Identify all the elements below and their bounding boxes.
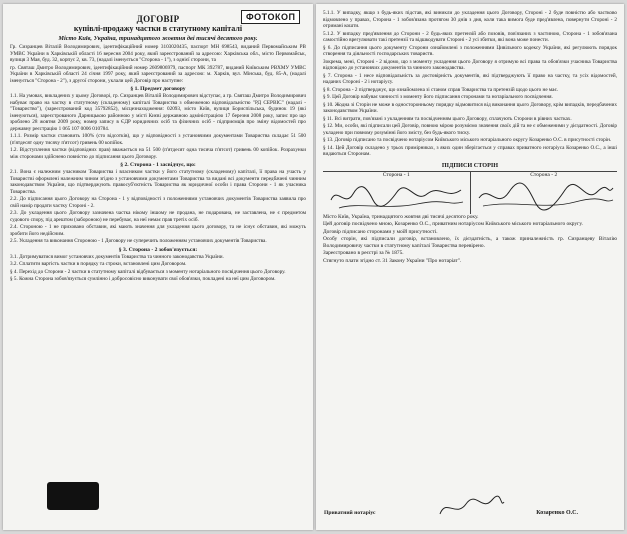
paragraph: Особу сторін, які підписали договір, встановлено, їх дієздатність, а також приналежність гр. Сизранцеву Віталію Володимировичу частки в статутному капіталі Товариства перевірено. (323, 236, 617, 249)
paragraph: Місто Київ, Україна, тринадцятого жовтня дві тисячі десятого року. (323, 213, 479, 220)
paragraph: Стягнуто плати згідно ст. 31 Закону України "Про нотаріат". (323, 257, 462, 264)
contract-place-date: Місто Київ, Україна, тринадцятого жовтня дві тисячі десятого року. (58, 35, 258, 42)
signatures-block (323, 162, 617, 214)
paragraph: § 6. До підписання цього документу Сторони ознайомлені з положеннями Цивільного кодексу України, які регулюють порядок створення та діяльності господарських товариств. (323, 44, 617, 57)
signer-1-cell (323, 172, 471, 214)
signer-2-label: Сторона - 2 (530, 171, 558, 178)
paragraph: § 10. Жодна зі Сторін не може в односторонньому порядку відмовитися від виконання цього Договору, крім випадків, передбачених законодавством України. (323, 101, 617, 114)
paragraph: 5.1.1. У випадку, якщо з будь-яких підстав, які виникли до укладення цього Договору, Стороні - 2 буде повністю або частково відмовлено у правах, Сторона - 1 зобов'язана протягом 30 днів з дня, коли така вимога буде пред'явлена, повернути Стороні - 2 отримані кошти. (323, 10, 617, 29)
paragraph: 1.1. На умовах, викладених у цьому Договорі, гр. Сизранцев Віталій Володимирович відступає, а гр. Святаш Дмитро Володимирович набуває право на частку в статутному (складеному) капіталі Товариства з обмеженою відповідальністю "РД СЕРВІС" (надалі - "Товариство"), (зареєстрований код 35792852), місцезнаходження: 02093, місто Київ, вулиця Бориспільська, будинок 19 (які іменуються), зареєстрованого Дарницькою районною у місті Києві державною адміністрацією 17 березня 2008 року, запис про що зроблено 28 жовтня 2009 року, номер запису в ЄДР юридичних осіб та фізичних осіб - підприємців про зміну відомостей про державну реєстрацію 1 065 107 0006 010784. (10, 93, 306, 132)
signatures-row (323, 171, 617, 214)
notary-certification (323, 214, 617, 265)
paragraph: § 5. Кожна Сторона зобов'язується сумлінно і добросовісно виконувати свої обов'язки, покладені на неї цим Договором. (10, 276, 276, 282)
paragraph: Цей договір посвідчено мною, Козаренко О.С., приватним нотаріусом Київського міського нотаріального округу. (323, 221, 583, 227)
paragraph: 2.1. Вона є належним учасником Товариства і власником частки у його статутному (складеному) капіталі, її права на участь у Товаристві оформлені належним чином згідно з установчими документами Товариства та видані всі документи передбачені чинним законодавством України, що підтверджують правосуб'єктність Товариства як юридичної особи і права Сторони - 1 як учасника Товариства. (10, 169, 306, 195)
paragraph: § 12. Ми, особи, які підписали цей Договір, повною мірою розуміємо значення своїх дій та не є обмеженими у дієздатності. Договір укладено при повному розумінні його змісту, без будь-якого тиску. (323, 123, 617, 136)
signer-1-signature-icon (327, 180, 467, 212)
redaction-box (47, 482, 99, 510)
paragraph: § 9. Цей Договір набуває чинності з моменту його підписання сторонами та нотаріального посвідчення. (323, 94, 553, 100)
left-paragraphs (10, 44, 306, 283)
contract-title: ДОГОВІР (136, 14, 180, 24)
section-heading: § 2. Сторона - 1 засвідчує, що: (120, 162, 196, 168)
section-heading: § 1. Предмет договору (130, 86, 186, 92)
notary-title: Приватний нотаріус (324, 510, 376, 516)
paragraph: § 7. Сторона - 1 несе відповідальність за достовірність документів, які підтверджують її право на частку, та усіх відомостей, наданих Стороні - 2 і нотаріусу. (323, 72, 617, 85)
paragraph: § 13. Договір підписано та посвідчено нотаріусом Київського міського нотаріального округу Козаренко О.С. в присутності сторін. (323, 137, 612, 143)
paragraph: § 4. Перехід до Сторони - 2 частки в статутному капіталі відбувається з моменту нотаріального посвідчення цього Договору. (10, 268, 286, 275)
paragraph: 1.2. Відступлення частки (відповідних прав) вважається на 51 500 (п'ятдесят одна тисяча п'ятсот) гривень 00 копійок. Розрахунки між сторонами здійснено повністю до підписання цього Договору. (10, 147, 306, 160)
signer-2-cell (471, 172, 618, 214)
paragraph: 3.1. Дотримуватися вимог установчих документів Товариства та чинного законодавства України. (10, 253, 224, 260)
paragraph: Договір підписано сторонами у моїй присутності. (323, 228, 438, 235)
paragraph: 2.4. Стороною - 1 не приховано обставин, які мають значення для укладення цього договору, та не існує обставин, які можуть зробити його недійсним. (10, 224, 306, 237)
contract-subtitle: купівлі-продажу частки в статутному капіталі (73, 24, 243, 33)
paragraph: 3.2. Сплатити вартість частки в порядку та строки, встановлені цим Договором. (10, 261, 187, 267)
paragraph: § 14. Цей Договір складено у трьох примірниках, з яких один зберігається у справах приватного нотаріуса Козаренко О.С., а інші видаються Сторонам. (323, 144, 617, 157)
paragraph: 2.3. До укладення цього Договору зазначена частка нікому іншому не продана, не подарована, не заставлена, не є предметом судового спору, під арештом (забороною) не перебуває, на неї немає прав третіх осіб. (10, 210, 306, 223)
section-heading: § 3. Сторона - 2 зобов'язується: (118, 246, 198, 253)
paragraph: гр. Святаш Дмитро Володимирович, ідентифікаційний номер 2609806979, паспорт МК 392787, виданий Київським РВХМУ УМВС України в Харківській області 24 січня 1997 року, який зареєстрований за адресою: м. Харків, вул. Мінська, буд. 85-А, (надалі іменується "Сторона - 2"), з другої сторони, уклали цей Договір про наступне: (10, 64, 306, 84)
right-paragraphs (323, 10, 617, 158)
paragraph: § 11. Всі витрати, пов'язані з укладенням та посвідченням цього Договору, сплачують Сторони в рівних частках. (323, 115, 572, 122)
paragraph: § 8. Сторона - 2 підтверджує, що ознайомлена зі станом справ Товариства та претензій щодо цього не має. (323, 86, 558, 93)
paragraph: 2.2. До підписання цього Договору на Сторона - 1 у відповідності з положеннями установчих документів Товариства заявила про свій намір продати частку Стороні - 2. (10, 196, 306, 209)
paragraph: 1.1.1. Розмір частки становить 100% (сто відсотків), що у відповідності з установчими документами Товариства складає 51 500 (п'ятдесят одну тисячу п'ятсот) гривень 00 копійок. (10, 133, 306, 146)
signer-2-signature-icon (475, 180, 615, 212)
paragraph: Гр. Сизранцев Віталій Володимирович, ідентифікаційний номер 3103020435, паспорт МН 698543, виданий Первомайським РВ УМВС України в Харківській області 16 вересня 2004 року, який зареєстрований за адресою: Харківська обл., місто Первомайськ, вулиця 3 Мая, буд. 32, корпус 2, кв. 73, (надалі іменується "Сторона - 1"), з однієї сторони, та (10, 44, 306, 63)
paragraph: Зокрема, мені, Стороні - 2 відомо, що з моменту укладення цього Договору я отримую всі права та обов'язки учасника Товариства відповідно до установчих документів та чинного законодавства. (323, 58, 617, 71)
signer-1-label: Сторона - 1 (382, 171, 410, 178)
paragraph: 2.5. Укладення та виконання Стороною - 1 Договору не суперечить положенням установчих документів Товариства. (10, 238, 267, 244)
signatures-heading: ПІДПИСИ СТОРІН (441, 161, 499, 169)
notary-signature-icon (436, 494, 506, 520)
paragraph: Зареєстровано в реєстрі за № 1875. (323, 250, 404, 256)
contract-page-left (3, 4, 313, 530)
photocopy-stamp: ФОТОКОП (241, 10, 300, 24)
paragraph: 5.1.2. У випадку пред'явлення до Сторони - 2 будь-яких претензій або позовів, пов'язаних з частиною, Сторона - 1 зобов'язана самостійно врегулювати такі претензії та відшкодувати Стороні - 2 усі збитки, які вона може понести. (323, 30, 617, 43)
notary-name: Козаренко О.С. (536, 510, 578, 516)
contract-page-right (316, 4, 624, 530)
